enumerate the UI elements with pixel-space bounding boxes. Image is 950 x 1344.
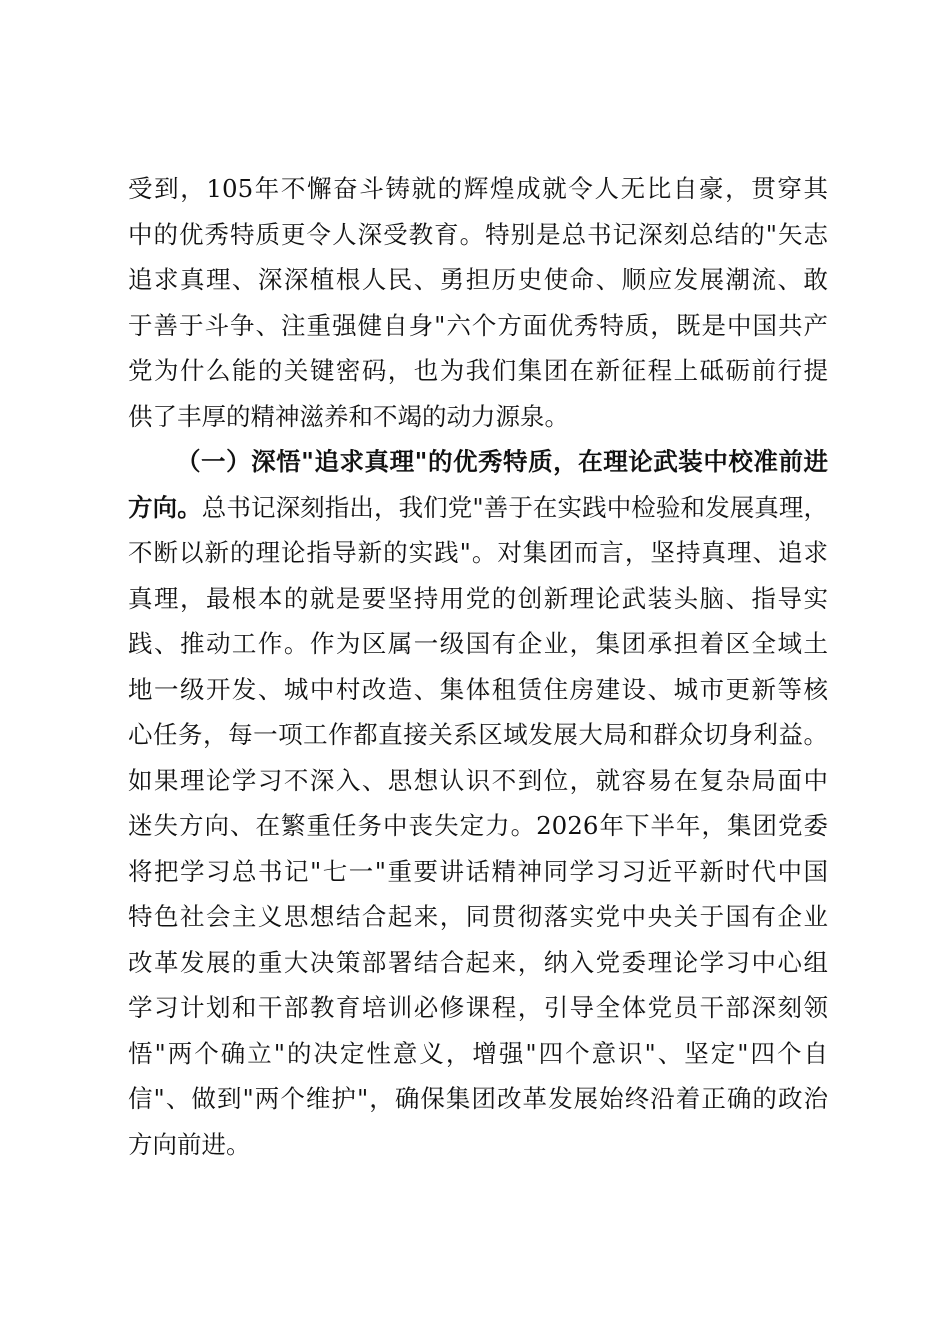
paragraph-line: 践、推动工作。作为区属一级国有企业，集团承担着区全域土 [128, 629, 828, 658]
paragraph-line: 信"、做到"两个维护"，确保集团改革发展始终沿着正确的政治 [128, 1084, 828, 1113]
document-body [128, 166, 828, 1167]
paragraph-line: 方向前进。 [128, 1129, 251, 1159]
paragraph-line [128, 485, 828, 531]
paragraph-line: 悟"两个确立"的决定性意义，增强"四个意识"、坚定"四个自 [128, 1038, 828, 1068]
paragraph-line: 学习计划和干部教育培训必修课程，引导全体党员干部深刻领 [128, 993, 828, 1022]
paragraph-line: 迷失方向、在繁重任务中丧失定力。2026年下半年，集团党委 [128, 811, 828, 840]
paragraph-text: 总书记深刻指出，我们党"善于在实践中检验和发展真理， [201, 492, 828, 522]
paragraph-line: 于善于斗争、注重强健自身"六个方面优秀特质，既是中国共产 [128, 310, 828, 340]
paragraph-line: 如果理论学习不深入、思想认识不到位，就容易在复杂局面中 [128, 765, 828, 795]
paragraph-line: 不断以新的理论指导新的实践"。对集团而言，坚持真理、追求 [128, 538, 828, 567]
paragraph-line: 中的优秀特质更令人深受教育。特别是总书记深刻总结的"矢志 [128, 219, 828, 249]
section-heading-end: 方向。 [128, 492, 202, 522]
paragraph-line: 改革发展的重大决策部署结合起来，纳入党委理论学习中心组 [128, 947, 828, 977]
paragraph-line: 追求真理、深深植根人民、勇担历史使命、顺应发展潮流、敢 [128, 265, 828, 294]
paragraph-line: 真理，最根本的就是要坚持用党的创新理论武装头脑、指导实 [128, 583, 828, 613]
paragraph-line: 受到，105年不懈奋斗铸就的辉煌成就令人无比自豪，贯穿其 [128, 174, 828, 203]
paragraph-line: 心任务，每一项工作都直接关系区域发展大局和群众切身利益。 [128, 720, 828, 749]
section-heading: （一）深悟"追求真理"的优秀特质，在理论武装中校准前进 [176, 447, 828, 476]
paragraph-line: 地一级开发、城中村改造、集体租赁住房建设、城市更新等核 [128, 674, 828, 704]
paragraph [128, 166, 828, 439]
paragraph-line: 党为什么能的关键密码，也为我们集团在新征程上砥砺前行提 [128, 356, 828, 385]
paragraph [128, 439, 828, 1167]
paragraph-line: 将把学习总书记"七一"重要讲话精神同学习习近平新时代中国 [128, 856, 828, 886]
paragraph-line: 供了丰厚的精神滋养和不竭的动力源泉。 [128, 401, 569, 431]
paragraph-line: 特色社会主义思想结合起来，同贯彻落实党中央关于国有企业 [128, 902, 828, 931]
